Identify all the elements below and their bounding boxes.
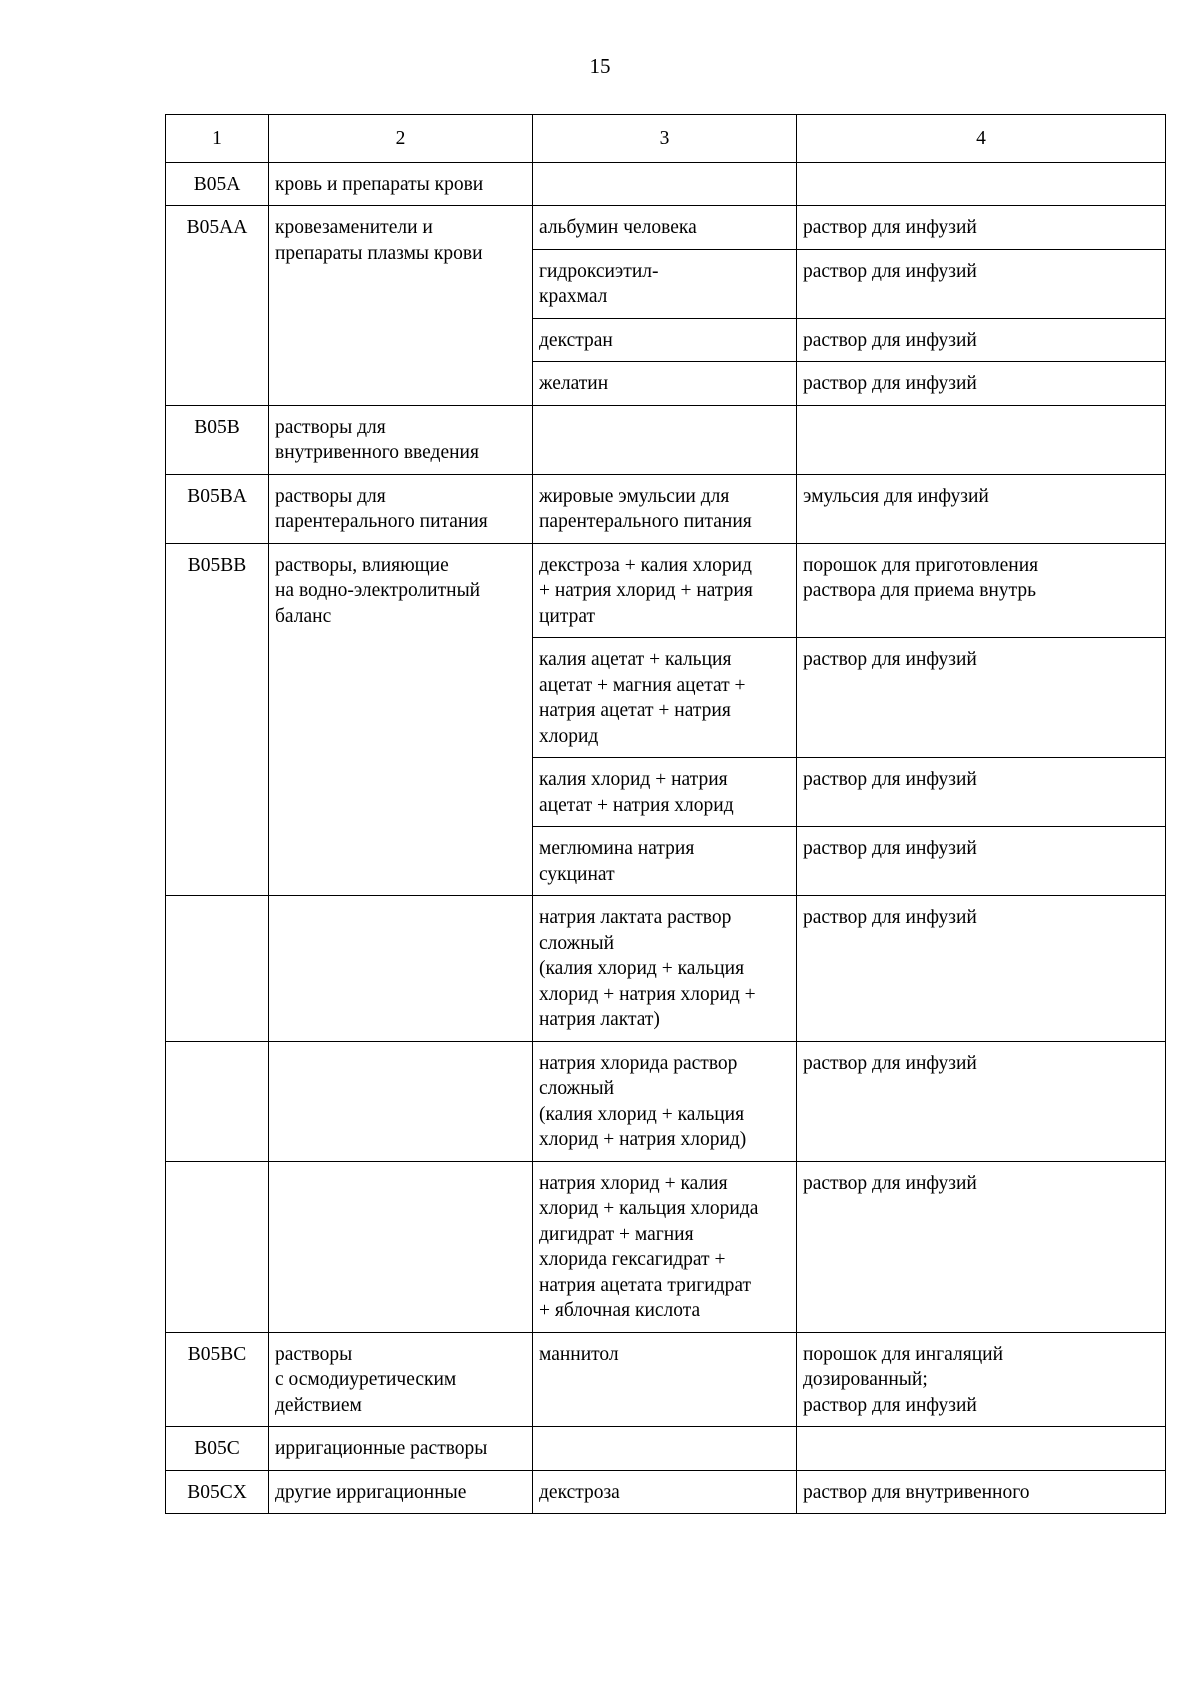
atc-code-cell: B05A (166, 162, 269, 206)
group-name-cell: растворы с осмодиуретическим действием (269, 1332, 533, 1427)
dosage-form-cell: раствор для инфузий (797, 1041, 1166, 1161)
column-header-4: 4 (797, 115, 1166, 163)
table-row-continued (166, 1161, 1166, 1332)
column-header-1: 1 (166, 115, 269, 163)
atc-code-cell (166, 896, 269, 1042)
drug-name-cell: желатин (533, 362, 797, 406)
drug-classification-table (165, 114, 1166, 1514)
drug-name-cell (533, 1427, 797, 1471)
drug-name-cell: альбумин человека (533, 206, 797, 250)
drug-name-cell: декстроза + калия хлорид + натрия хлорид + натрия цитрат (533, 543, 797, 638)
group-name-cell: растворы, влияющие на водно-электролитный баланс (269, 543, 533, 896)
dosage-form-cell: эмульсия для инфузий (797, 474, 1166, 543)
drug-name-cell: меглюмина натрия сукцинат (533, 827, 797, 896)
atc-code-cell: B05BB (166, 543, 269, 896)
dosage-form-cell: раствор для инфузий (797, 1161, 1166, 1332)
drug-name-cell: жировые эмульсии для парентерального питания (533, 474, 797, 543)
group-name-cell: кровезаменители и препараты плазмы крови (269, 206, 533, 406)
dosage-form-cell: раствор для инфузий (797, 638, 1166, 758)
atc-code-cell: B05BC (166, 1332, 269, 1427)
dosage-form-cell (797, 405, 1166, 474)
table-row-continued (166, 896, 1166, 1042)
dosage-form-cell: раствор для инфузий (797, 362, 1166, 406)
table-row-b05aa (166, 206, 1166, 250)
table-row-continued (166, 1041, 1166, 1161)
drug-name-cell: калия хлорид + натрия ацетат + натрия хлорид (533, 758, 797, 827)
dosage-form-cell: раствор для инфузий (797, 249, 1166, 318)
atc-code-cell (166, 1161, 269, 1332)
table-row-b05b (166, 405, 1166, 474)
column-header-3: 3 (533, 115, 797, 163)
drug-name-cell: натрия лактата раствор сложный (калия хлорид + кальция хлорид + натрия хлорид + натрия лактат) (533, 896, 797, 1042)
dosage-form-cell: раствор для инфузий (797, 827, 1166, 896)
drug-name-cell: натрия хлорида раствор сложный (калия хлорид + кальция хлорид + натрия хлорид) (533, 1041, 797, 1161)
group-name-cell (269, 1041, 533, 1161)
group-name-cell: другие ирригационные (269, 1470, 533, 1514)
drug-name-cell: декстран (533, 318, 797, 362)
group-name-cell (269, 896, 533, 1042)
drug-name-cell: гидроксиэтил- крахмал (533, 249, 797, 318)
drug-name-cell: калия ацетат + кальция ацетат + магния ацетат + натрия ацетат + натрия хлорид (533, 638, 797, 758)
drug-name-cell: натрия хлорид + калия хлорид + кальция хлорида дигидрат + магния хлорида гексагидрат + натрия ацетата тригидрат + яблочная кислота (533, 1161, 797, 1332)
group-name-cell (269, 1161, 533, 1332)
group-name-cell: кровь и препараты крови (269, 162, 533, 206)
atc-code-cell: B05AA (166, 206, 269, 406)
column-header-2: 2 (269, 115, 533, 163)
dosage-form-cell: порошок для ингаляций дозированный; раствор для инфузий (797, 1332, 1166, 1427)
group-name-cell: растворы для внутривенного введения (269, 405, 533, 474)
dosage-form-cell: порошок для приготовления раствора для приема внутрь (797, 543, 1166, 638)
table-header-row (166, 115, 1166, 163)
group-name-cell: ирригационные растворы (269, 1427, 533, 1471)
drug-name-cell (533, 162, 797, 206)
atc-code-cell (166, 1041, 269, 1161)
dosage-form-cell: раствор для инфузий (797, 318, 1166, 362)
group-name-cell: растворы для парентерального питания (269, 474, 533, 543)
table-row-b05c (166, 1427, 1166, 1471)
atc-code-cell: B05CX (166, 1470, 269, 1514)
drug-name-cell (533, 405, 797, 474)
table-row-b05cx (166, 1470, 1166, 1514)
atc-code-cell: B05BA (166, 474, 269, 543)
table-row-b05ba (166, 474, 1166, 543)
dosage-form-cell (797, 1427, 1166, 1471)
drug-name-cell: декстроза (533, 1470, 797, 1514)
dosage-form-cell: раствор для инфузий (797, 206, 1166, 250)
table-row-b05bc (166, 1332, 1166, 1427)
drug-name-cell: маннитол (533, 1332, 797, 1427)
dosage-form-cell (797, 162, 1166, 206)
atc-code-cell: B05B (166, 405, 269, 474)
table-row-b05bb (166, 543, 1166, 638)
table-row-b05a (166, 162, 1166, 206)
dosage-form-cell: раствор для инфузий (797, 758, 1166, 827)
atc-code-cell: B05C (166, 1427, 269, 1471)
dosage-form-cell: раствор для инфузий (797, 896, 1166, 1042)
dosage-form-cell: раствор для внутривенного (797, 1470, 1166, 1514)
page-number: 15 (589, 54, 611, 78)
